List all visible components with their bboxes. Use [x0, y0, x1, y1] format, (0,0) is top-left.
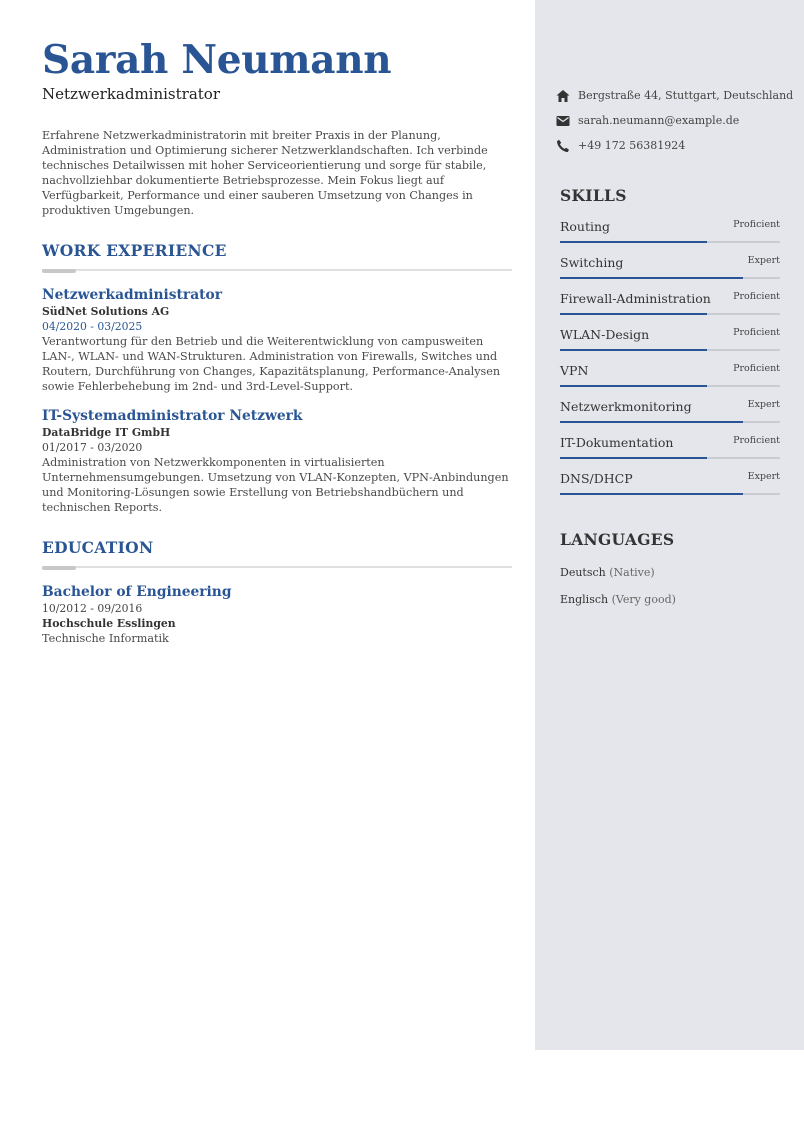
skill-name: WLAN-Design [560, 327, 650, 342]
phone-icon [555, 138, 571, 154]
skill-bar-track [560, 241, 780, 243]
skill-name: DNS/DHCP [560, 471, 633, 486]
main-column [42, 36, 512, 646]
profile-summary: Erfahrene Netzwerkadministratorin mit breiter Praxis in der Planung, Administration und Optimierung sicherer Netzwerklandschaften. Ich verbinde technisches Detailwissen mit hoher Serviceorientierung und sorge für stabile, nachvollziehbar dokumentierte Betriebsprozesse. Mein Fokus liegt auf Verfügbarkeit, Performance und einer sauberen Umsetzung von Changes in produktiven Umgebungen. [42, 129, 488, 217]
skill-name: Firewall-Administration [560, 291, 711, 306]
skill-name: Routing [560, 219, 611, 234]
section-title-skills: SKILLS [560, 186, 627, 205]
skills-list [560, 219, 780, 507]
skill-item [560, 219, 780, 255]
section-title-education: EDUCATION [42, 538, 154, 557]
skill-name: IT-Dokumentation [560, 435, 674, 450]
skill-bar-track [560, 313, 780, 315]
skill-bar-fill [560, 385, 707, 387]
job-title: IT-Systemadministrator Netzwerk [42, 408, 303, 424]
skill-bar-fill [560, 313, 707, 315]
language-level: (Native) [609, 566, 655, 579]
section-divider [42, 269, 512, 271]
envelope-icon [555, 113, 571, 129]
degree-title: Bachelor of Engineering [42, 584, 232, 600]
skill-bar-track [560, 277, 780, 279]
skill-bar-fill [560, 349, 707, 351]
language-name: Deutsch [560, 566, 606, 579]
skill-item [560, 435, 780, 471]
skill-level: Expert [747, 471, 780, 482]
language-name: Englisch [560, 593, 609, 606]
skill-level: Proficient [733, 435, 780, 446]
sidebar [535, 0, 804, 1050]
skill-bar-track [560, 349, 780, 351]
contact-email[interactable] [555, 108, 795, 133]
work-entry [42, 408, 512, 515]
skill-bar-track [560, 457, 780, 459]
skill-item [560, 471, 780, 507]
skill-level: Expert [747, 399, 780, 410]
home-icon [555, 88, 571, 104]
skill-bar-fill [560, 277, 743, 279]
skill-level: Proficient [733, 363, 780, 374]
employer: DataBridge IT GmbH [42, 426, 171, 439]
education-section [42, 537, 512, 646]
languages-section [560, 530, 780, 613]
section-divider [42, 566, 512, 568]
institution: Hochschule Esslingen [42, 617, 176, 630]
skill-item [560, 327, 780, 363]
skill-item [560, 255, 780, 291]
skill-name: Netzwerkmonitoring [560, 399, 692, 414]
skill-item [560, 291, 780, 327]
skill-item [560, 399, 780, 435]
address-text: Bergstraße 44, Stuttgart, Deutschland [578, 89, 794, 102]
contact-phone[interactable] [555, 133, 795, 158]
job-dates: 04/2020 - 03/2025 [42, 320, 143, 333]
skill-level: Proficient [733, 327, 780, 338]
skill-bar-track [560, 493, 780, 495]
candidate-name: Sarah Neumann [42, 37, 392, 83]
job-dates: 01/2017 - 03/2020 [42, 441, 143, 454]
language-item [560, 559, 780, 586]
section-title-languages: LANGUAGES [560, 530, 675, 549]
work-entry [42, 287, 512, 394]
skill-name: VPN [560, 363, 589, 378]
contact-address [555, 83, 795, 108]
section-title-work: WORK EXPERIENCE [42, 241, 227, 260]
work-experience-section [42, 240, 512, 515]
skill-name: Switching [560, 255, 624, 270]
skill-item [560, 363, 780, 399]
education-entry [42, 584, 512, 646]
job-title: Netzwerkadministrator [42, 287, 222, 303]
skill-bar-track [560, 385, 780, 387]
contact-block [555, 83, 795, 158]
employer: SüdNet Solutions AG [42, 305, 170, 318]
skill-bar-fill [560, 493, 743, 495]
job-description: Administration von Netzwerkkomponenten in virtualisierten Unternehmensumgebungen. Umsetzung von VLAN-Konzepten, VPN-Anbindungen und Monitoring-Lösungen sowie Erstellung von Betriebshandbüchern und technischen Reports. [42, 456, 509, 514]
skill-level: Expert [747, 255, 780, 266]
language-item [560, 586, 780, 613]
skill-bar-track [560, 421, 780, 423]
candidate-role: Netzwerkadministrator [42, 85, 221, 103]
skills-section [560, 186, 780, 507]
job-description: Verantwortung für den Betrieb und die Weiterentwicklung von campusweiten LAN-, WLAN- und WAN-Strukturen. Administration von Firewalls, Switches und Routern, Durchführung von Changes, Kapazitätsplanung, Performance-Analysen sowie Fehlerbehebung im 2nd- und 3rd-Level-Support. [42, 335, 501, 393]
field-of-study: Technische Informatik [42, 632, 169, 645]
language-level: (Very good) [611, 593, 676, 606]
phone-text[interactable]: +49 172 56381924 [578, 139, 686, 152]
skill-level: Proficient [733, 219, 780, 230]
email-text[interactable]: sarah.neumann@example.de [578, 114, 740, 127]
skill-bar-fill [560, 457, 707, 459]
skill-level: Proficient [733, 291, 780, 302]
education-dates: 10/2012 - 09/2016 [42, 602, 143, 615]
skill-bar-fill [560, 421, 743, 423]
skill-bar-fill [560, 241, 707, 243]
